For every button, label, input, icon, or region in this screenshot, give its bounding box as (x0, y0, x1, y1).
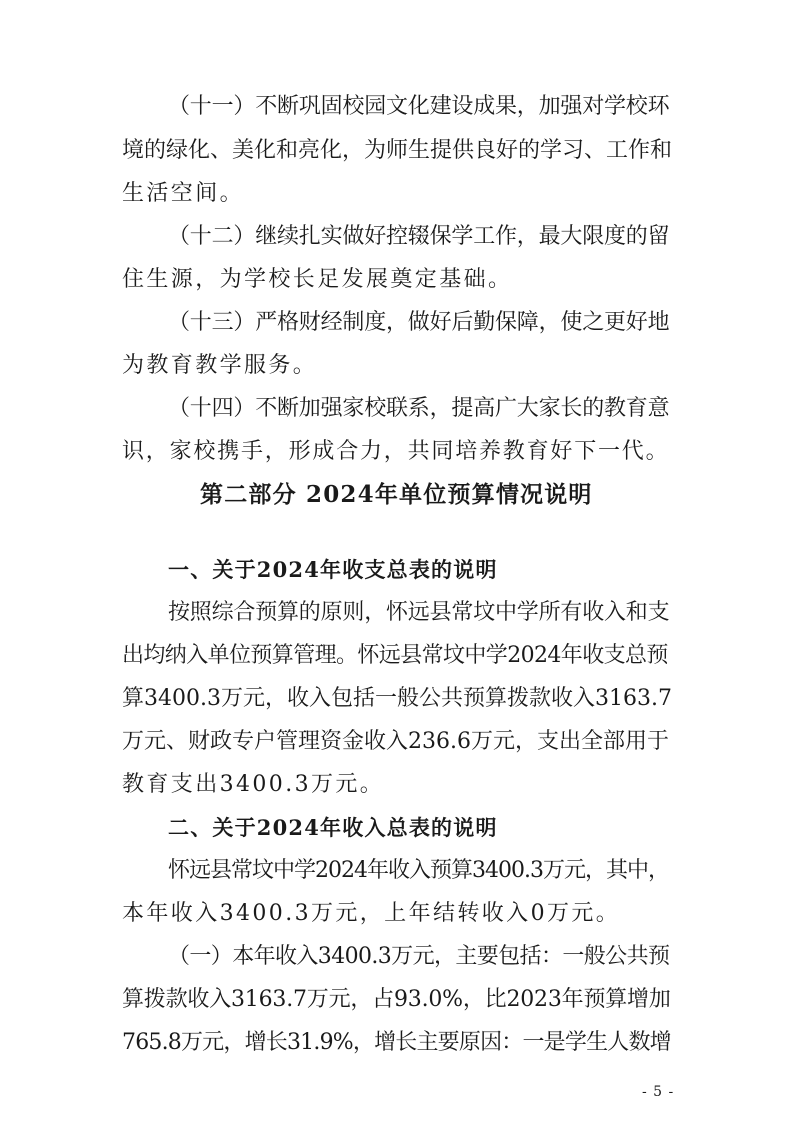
text-line: 万元、财政专户管理资金收入236.6万元，支出全部用于 (122, 729, 669, 754)
subsection-heading: 二、关于2024年收入总表的说明 (168, 815, 498, 840)
text-line: 按照综合预算的原则，怀远县常坟中学所有收入和支 (168, 600, 670, 625)
text-line: （十四）不断加强家校联系，提高广大家长的教育意 (168, 396, 670, 421)
text-line: 生活空间。 (122, 181, 245, 206)
subsection-heading: 一、关于2024年收支总表的说明 (168, 557, 498, 582)
text-line: 出均纳入单位预算管理。怀远县常坟中学2024年收支总预 (122, 643, 668, 668)
page-number: - 5 - (642, 1084, 675, 1100)
text-line: 算拨款收入3163.7万元，占93.0%，比2023年预算增加 (122, 987, 671, 1012)
text-line: 本年收入3400.3万元，上年结转收入0万元。 (122, 901, 621, 926)
text-line: （十三）严格财经制度，做好后勤保障，使之更好地 (168, 310, 670, 335)
text-line: 765.8万元，增长31.9%，增长主要原因：一是学生人数增 (122, 1030, 671, 1055)
text-line: 住生源，为学校长足发展奠定基础。 (122, 267, 513, 292)
section-heading: 第二部分 2024年单位预算情况说明 (200, 481, 593, 508)
text-line: 怀远县常坟中学2024年收入预算3400.3万元，其中， (168, 858, 669, 883)
text-line: （十一）不断巩固校园文化建设成果，加强对学校环 (168, 94, 670, 119)
text-line: 境的绿化、美化和亮化，为师生提供良好的学习、工作和 (122, 138, 673, 163)
text-line: 识，家校携手，形成合力，共同培养教育好下一代。 (122, 439, 670, 464)
text-line: （一）本年收入3400.3万元，主要包括：一般公共预 (168, 944, 670, 969)
text-line: （十二）继续扎实做好控辍保学工作，最大限度的留 (168, 224, 670, 249)
text-line: 为教育教学服务。 (122, 353, 318, 378)
text-line: 教育支出3400.3万元。 (122, 772, 385, 797)
text-line: 算3400.3万元，收入包括一般公共预算拨款收入3163.7 (122, 686, 672, 711)
